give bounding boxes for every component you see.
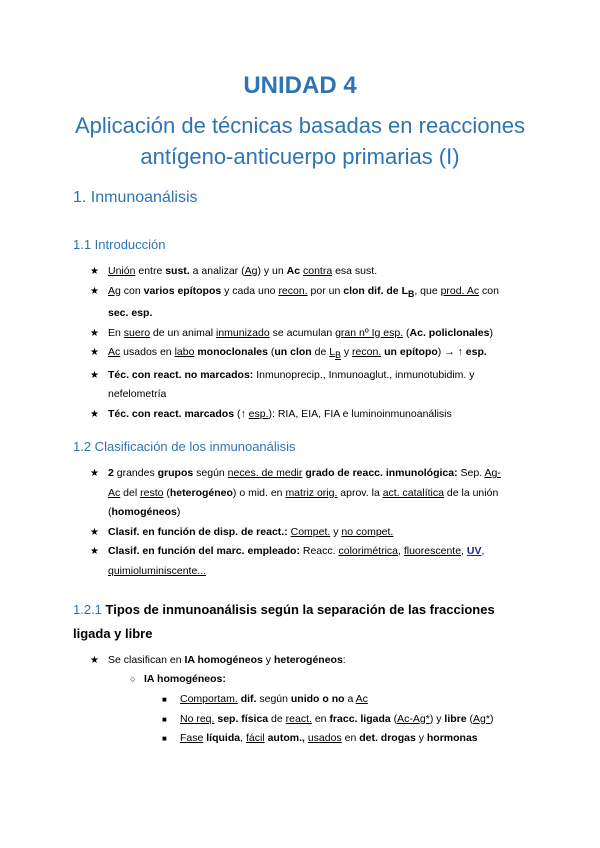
unit-title: UNIDAD 4	[243, 72, 357, 99]
list-item: ★ Téc. con react. no marcados: Inmunoprecip., Inmunoaglut., inmunotubidim. y nefelometría	[108, 366, 513, 405]
list-item: ○ IA homogéneos:	[144, 670, 514, 690]
list-item: ★ Se clasifican en IA homogéneos y heterogéneos:	[108, 651, 513, 671]
star-bullet-icon: ★	[90, 408, 99, 420]
section-1-heading: 1. Inmunoanálisis	[73, 189, 198, 206]
types-list	[90, 651, 513, 671]
square-bullet-icon: ■	[162, 734, 167, 743]
homogeneous-list	[130, 670, 514, 690]
list-item: ■ Fase líquida, fácil autom., usados en det. drogas y hormonas	[180, 729, 520, 749]
star-bullet-icon: ★	[90, 327, 99, 339]
star-bullet-icon: ★	[90, 468, 99, 479]
list-item: ■ No req. sep. física de react. en fracc. ligada (Ac-Ag*) y libre (Ag*)	[180, 710, 520, 730]
star-bullet-icon: ★	[90, 285, 99, 297]
uv-link[interactable]: UV	[466, 545, 482, 557]
star-bullet-icon: ★	[90, 655, 99, 666]
star-bullet-icon: ★	[90, 369, 99, 381]
list-item: ★ Ag con varios epítopos y cada uno recon. por un clon dif. de $L_B$, que prod. Ac con sec. esp.	[108, 282, 513, 324]
list-item: ★ En suero de un animal inmunizado se acumulan gran nº Ig esp. (Ac. policlonales)	[108, 324, 513, 344]
section-1-1-heading: 1.1 Introducción	[73, 237, 166, 252]
list-item: ★ Téc. con react. marcados (↑ esp.): RIA, EIA, FIA e luminoinmunoanálisis	[108, 405, 513, 425]
square-bullet-icon: ■	[162, 714, 167, 724]
list-item: ★ Clasif. en función de disp. de react.: Compet. y no compet.	[108, 523, 513, 543]
list-item: ★ 2 grandes grupos según neces. de medir grado de reacc. inmunológica: Sep. Ag-Ac del resto (heterogéneo) o mid. en matriz orig. aprov. la act. catalítica de la unión (homogéneos)	[108, 464, 513, 523]
intro-list	[90, 262, 513, 424]
list-item: ★ Ac usados en labo monoclonales (un clon de $L_B$ y recon. un epítopo) → ↑ esp.	[108, 343, 513, 366]
section-1-2-heading: 1.2 Clasificación de los inmunoanálisis	[73, 439, 296, 454]
star-bullet-icon: ★	[90, 546, 99, 557]
subtitle-line-2: antígeno-anticuerpo primarias (I)	[140, 144, 460, 169]
homogeneous-subitems	[162, 690, 520, 749]
square-bullet-icon: ■	[162, 695, 167, 704]
subtitle-line-1: Aplicación de técnicas basadas en reacciones	[74, 113, 526, 138]
classification-list	[90, 464, 513, 581]
list-item: ■ Comportam. dif. según unido o no a Ac	[180, 690, 520, 710]
star-bullet-icon: ★	[90, 347, 99, 359]
star-bullet-icon: ★	[90, 526, 99, 538]
star-bullet-icon: ★	[90, 266, 99, 277]
circle-bullet-icon: ○	[130, 674, 136, 684]
unit-subtitle	[30, 110, 570, 172]
list-item: ★ Unión entre sust. a analizar (Ag) y un Ac contra esa sust.	[108, 262, 513, 282]
section-1-2-1-heading: 1.2.1 Tipos de inmunoanálisis según la separación de las fracciones ligada y libre	[73, 602, 495, 641]
list-item: ★ Clasif. en función del marc. empleado: Reacc. colorimétrica, fluorescente, UV, quimioluminiscente...	[108, 542, 513, 581]
